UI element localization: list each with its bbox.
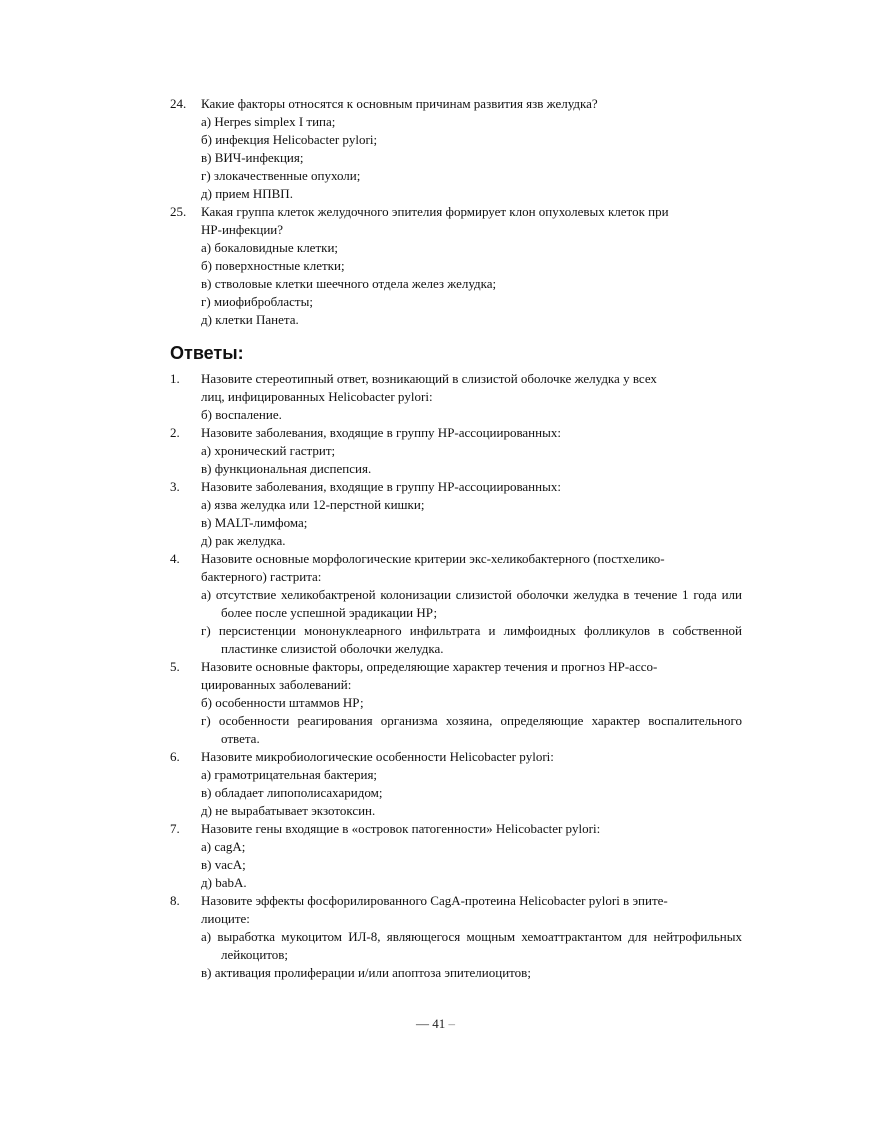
option: б) поверхностные клетки;	[201, 258, 345, 273]
answer-text-line: лиц, инфицированных Helicobacter pylori:	[201, 389, 433, 404]
answer-8	[170, 892, 742, 910]
option: г) особенности реагирования организма хозяина, определяющие характер воспалительного ответа.	[201, 713, 742, 746]
option: а) отсутствие хеликобактреной колонизации слизистой оболочки желудка в течение 1 года или более после успешной эрадикации НР;	[201, 587, 742, 620]
answer-text-line: Назовите основные морфологические критерии экс-хеликобактерного (постхелико-	[201, 551, 665, 566]
option: а) cagA;	[201, 839, 246, 854]
answer-text-line: Назовите заболевания, входящие в группу НР-ассоциированных:	[201, 479, 561, 494]
question-text-line: Какая группа клеток желудочного эпителия формирует клон опухолевых клеток при	[201, 204, 669, 219]
answer-1-cont	[170, 388, 742, 406]
answer-2	[170, 424, 742, 442]
answer-number: 7.	[170, 821, 180, 836]
option: в) обладает липополисахаридом;	[201, 785, 383, 800]
answers-heading: Ответы:	[170, 343, 244, 363]
option: а) выработка мукоцитом ИЛ-8, являющегося мощным хемоаттрактантом для нейтрофильных лейкоцитов;	[201, 929, 742, 962]
option: а) бокаловидные клетки;	[201, 240, 339, 255]
answer-number: 8.	[170, 893, 180, 908]
answer-number: 1.	[170, 371, 180, 386]
answer-text-line: Назовите основные факторы, определяющие характер течения и прогноз НР-ассо-	[201, 659, 658, 674]
option: д) клетки Панета.	[201, 312, 299, 327]
option: в) ВИЧ-инфекция;	[201, 150, 304, 165]
option: а) грамотрицательная бактерия;	[201, 767, 378, 782]
answer-text-line: Назовите микробиологические особенности Helicobacter pylori:	[201, 749, 554, 764]
question-text-line: НР-инфекции?	[201, 222, 284, 237]
footer-dash-right: –	[448, 1016, 455, 1031]
answer-4	[170, 550, 742, 568]
option: д) babA.	[201, 875, 247, 890]
page-footer	[0, 1016, 871, 1032]
footer-dash-left: —	[416, 1016, 429, 1031]
answer-number: 5.	[170, 659, 180, 674]
answer-text-line: Назовите эффекты фосфорилированного CagA-протеина Helicobacter pylori в эпите-	[201, 893, 668, 908]
question-text: Какие факторы относятся к основным причинам развития язв желудка?	[201, 96, 598, 111]
answer-number: 3.	[170, 479, 180, 494]
option: г) миофибробласты;	[201, 294, 313, 309]
option: б) воспаление.	[201, 407, 282, 422]
question-number: 25.	[170, 204, 187, 219]
option: г) злокачественные опухоли;	[201, 168, 361, 183]
question-24	[170, 95, 742, 113]
answer-5	[170, 658, 742, 676]
option: б) особенности штаммов НР;	[201, 695, 364, 710]
option: а) Herpes simplex I типа;	[201, 114, 336, 129]
answer-5-cont	[170, 676, 742, 694]
option: д) не вырабатывает экзотоксин.	[201, 803, 376, 818]
option: б) инфекция Helicobacter pylori;	[201, 132, 378, 147]
answer-4-cont	[170, 568, 742, 586]
option: д) рак желудка.	[201, 533, 286, 548]
option: д) прием НПВП.	[201, 186, 293, 201]
answer-6	[170, 748, 742, 766]
answer-text-line: Назовите заболевания, входящие в группу НР-ассоциированных:	[201, 425, 561, 440]
answer-text-line: лиоците:	[201, 911, 250, 926]
answer-3	[170, 478, 742, 496]
answer-8-cont	[170, 910, 742, 928]
answer-text-line: циированных заболеваний:	[201, 677, 352, 692]
option: а) хронический гастрит;	[201, 443, 336, 458]
option: в) активация пролиферации и/или апоптоза эпителиоцитов;	[201, 965, 531, 980]
option: в) функциональная диспепсия.	[201, 461, 372, 476]
answer-text-line: Назовите стереотипный ответ, возникающий в слизистой оболочке желудка у всех	[201, 371, 657, 386]
question-25-cont	[170, 221, 742, 239]
option: в) стволовые клетки шеечного отдела желез желудка;	[201, 276, 497, 291]
answer-number: 6.	[170, 749, 180, 764]
question-number: 24.	[170, 96, 187, 111]
answer-text-line: бактерного) гастрита:	[201, 569, 322, 584]
answer-number: 2.	[170, 425, 180, 440]
question-25	[170, 203, 742, 221]
page-number: 41	[432, 1016, 446, 1031]
option: в) vacA;	[201, 857, 246, 872]
option: г) персистенции мононуклеарного инфильтрата и лимфоидных фолликулов в собственной пластинке слизистой оболочки желудка.	[201, 623, 742, 656]
option: а) язва желудка или 12-перстной кишки;	[201, 497, 425, 512]
option: в) MALT-лимфома;	[201, 515, 308, 530]
answer-1	[170, 370, 742, 388]
answer-text-line: Назовите гены входящие в «островок патогенности» Helicobacter pylori:	[201, 821, 601, 836]
answer-7	[170, 820, 742, 838]
answer-number: 4.	[170, 551, 180, 566]
